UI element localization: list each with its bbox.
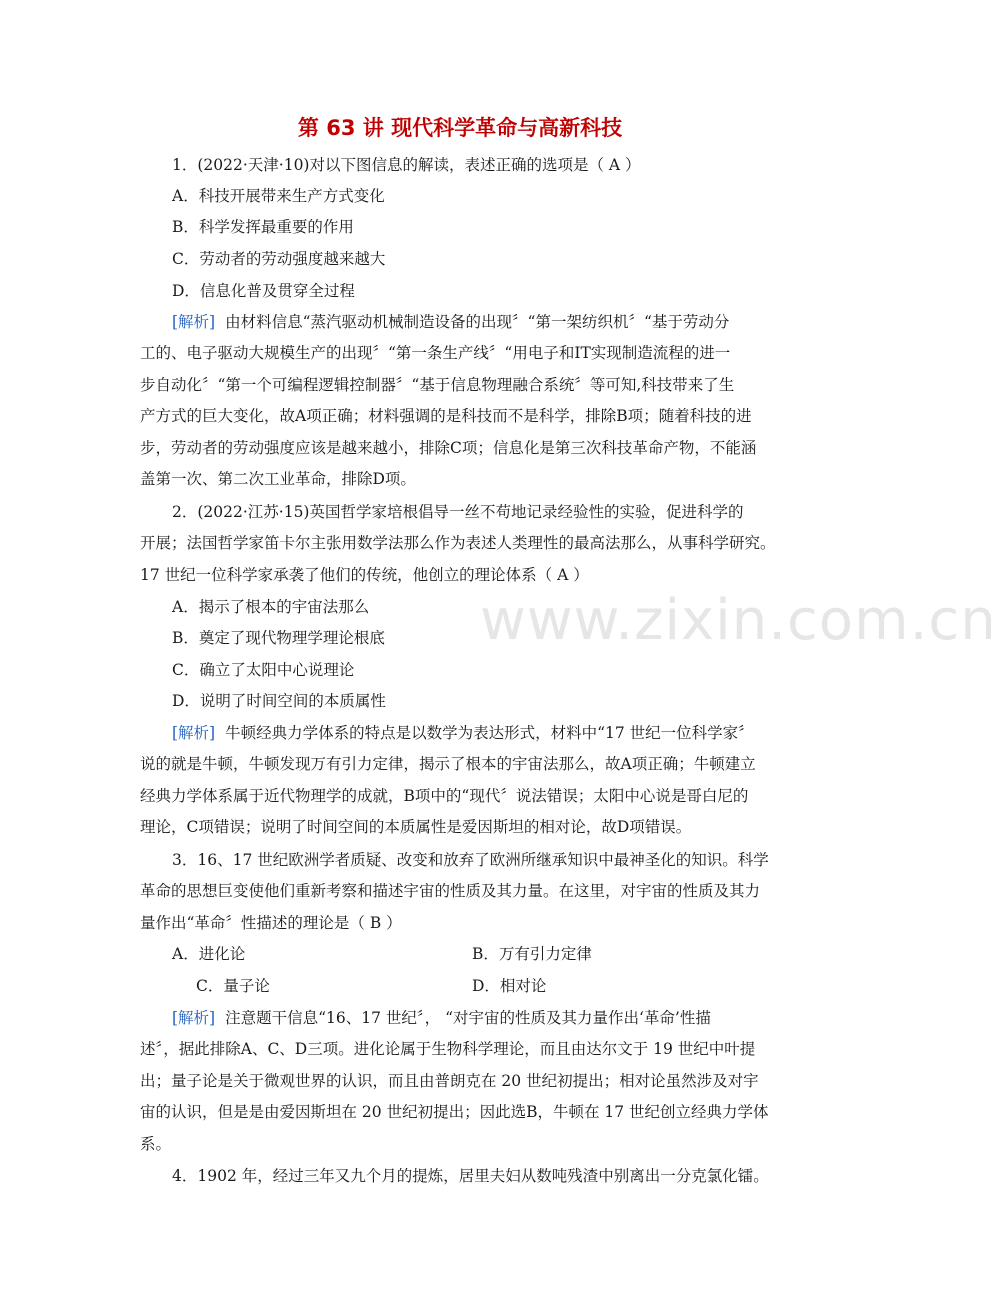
q2-option-a: A．揭示了根本的宇宙法那么 <box>172 598 370 616</box>
q1-analysis-line: 工的、电子驱动大规模生产的出现〞“第一条生产线〞“用电子和IT实现制造流程的进一 <box>140 344 731 362</box>
q3-stem: 革命的思想巨变使他们重新考察和描述宇宙的性质及其力量。在这里，对宇宙的性质及其力 <box>140 882 761 900</box>
q1-option-d: D．信息化普及贯穿全过程 <box>172 282 355 300</box>
q2-option-d: D．说明了时间空间的本质属性 <box>172 692 386 710</box>
q3-analysis-line <box>172 1008 817 1028</box>
q3-option-a: A．进化论 <box>172 945 246 963</box>
q2-analysis-line <box>172 723 817 743</box>
watermark: www.zixin.com.cn <box>480 588 997 653</box>
q2-stem: 2．(2022·江苏·15)英国哲学家培根倡导一丝不苟地记录经验性的实验，促进科学的 <box>172 503 744 521</box>
q3-option-b: B．万有引力定律 <box>472 945 592 963</box>
page-title: 第 63 讲 现代科学革命与高新科技 <box>297 116 623 140</box>
q3-option-d: D．相对论 <box>472 977 547 995</box>
q1-analysis-line: 产方式的巨大变化，故A项正确；材料强调的是科技而不是科学，排除B项；随着科技的进 <box>140 407 752 425</box>
q2-option-c: C．确立了太阳中心说理论 <box>172 661 355 679</box>
q1-analysis-line: 步，劳动者的劳动强度应该是越来越小，排除C项；信息化是第三次科技革命产物，不能涵 <box>140 439 757 457</box>
q1-option-a: A．科技开展带来生产方式变化 <box>172 187 385 205</box>
q2-stem: 17 世纪一位科学家承袭了他们的传统，他创立的理论体系（ A ） <box>140 566 589 584</box>
q1-option-c: C．劳动者的劳动强度越来越大 <box>172 250 386 268</box>
q4-stem: 4．1902 年，经过三年又九个月的提炼，居里夫妇从数吨残渣中别离出一分克氯化镭。 <box>172 1167 769 1185</box>
q3-analysis-line: 宙的认识，但是是由爱因斯坦在 20 世纪初提出；因此选B，牛顿在 17 世纪创立经典力学体 <box>140 1103 769 1121</box>
q2-analysis-text: 牛顿经典力学体系的特点是以数学为表达形式，材料中“17 世纪一位科学家〞 <box>225 724 754 742</box>
analysis-tag: [解析] <box>172 1009 216 1027</box>
q3-analysis-line: 述〞，据此排除A、C、D三项。进化论属于生物科学理论，而且由达尔文于 19 世纪中叶提 <box>140 1040 756 1058</box>
q1-stem: 1．(2022·天津·10)对以下图信息的解读，表述正确的选项是（ A ） <box>172 156 641 174</box>
q3-stem: 3．16、17 世纪欧洲学者质疑、改变和放弃了欧洲所继承知识中最神圣化的知识。科学 <box>172 851 769 869</box>
q2-analysis-line: 说的就是牛顿，牛顿发现万有引力定律，揭示了根本的宇宙法那么，故A项正确；牛顿建立 <box>140 755 756 773</box>
q3-stem: 量作出“革命〞性描述的理论是（ B ） <box>140 914 402 932</box>
q1-analysis-line: 盖第一次、第二次工业革命，排除D项。 <box>140 470 416 488</box>
q1-analysis-text: 由材料信息“蒸汽驱动机械制造设备的出现〞“第一架纺织机〞“基于劳动分 <box>225 313 730 331</box>
analysis-tag: [解析] <box>172 313 216 331</box>
q1-analysis-line: 步自动化〞“第一个可编程逻辑控制器〞“基于信息物理融合系统〞等可知,科技带来了生 <box>140 376 735 394</box>
q2-analysis-line: 理论，C项错误；说明了时间空间的本质属性是爱因斯坦的相对论，故D项错误。 <box>140 818 692 836</box>
q3-analysis-line: 出；量子论是关于微观世界的认识，而且由普朗克在 20 世纪初提出；相对论虽然涉及对宇 <box>140 1072 759 1090</box>
q3-option-c: C．量子论 <box>196 977 270 995</box>
q1-option-b: B．科学发挥最重要的作用 <box>172 218 354 236</box>
q1-analysis-line <box>172 312 817 332</box>
analysis-tag: [解析] <box>172 724 216 742</box>
q3-analysis-line: 系。 <box>140 1135 172 1153</box>
q2-option-b: B．奠定了现代物理学理论根底 <box>172 629 385 647</box>
q2-stem: 开展；法国哲学家笛卡尔主张用数学法那么作为表述人类理性的最高法那么，从事科学研究。 <box>140 534 776 552</box>
q3-analysis-text: 注意题干信息“16、17 世纪〞， “对宇宙的性质及其力量作出‘革命’性描 <box>225 1009 711 1027</box>
q2-analysis-line: 经典力学体系属于近代物理学的成就，B项中的“现代〞说法错误；太阳中心说是哥白尼的 <box>140 787 749 805</box>
